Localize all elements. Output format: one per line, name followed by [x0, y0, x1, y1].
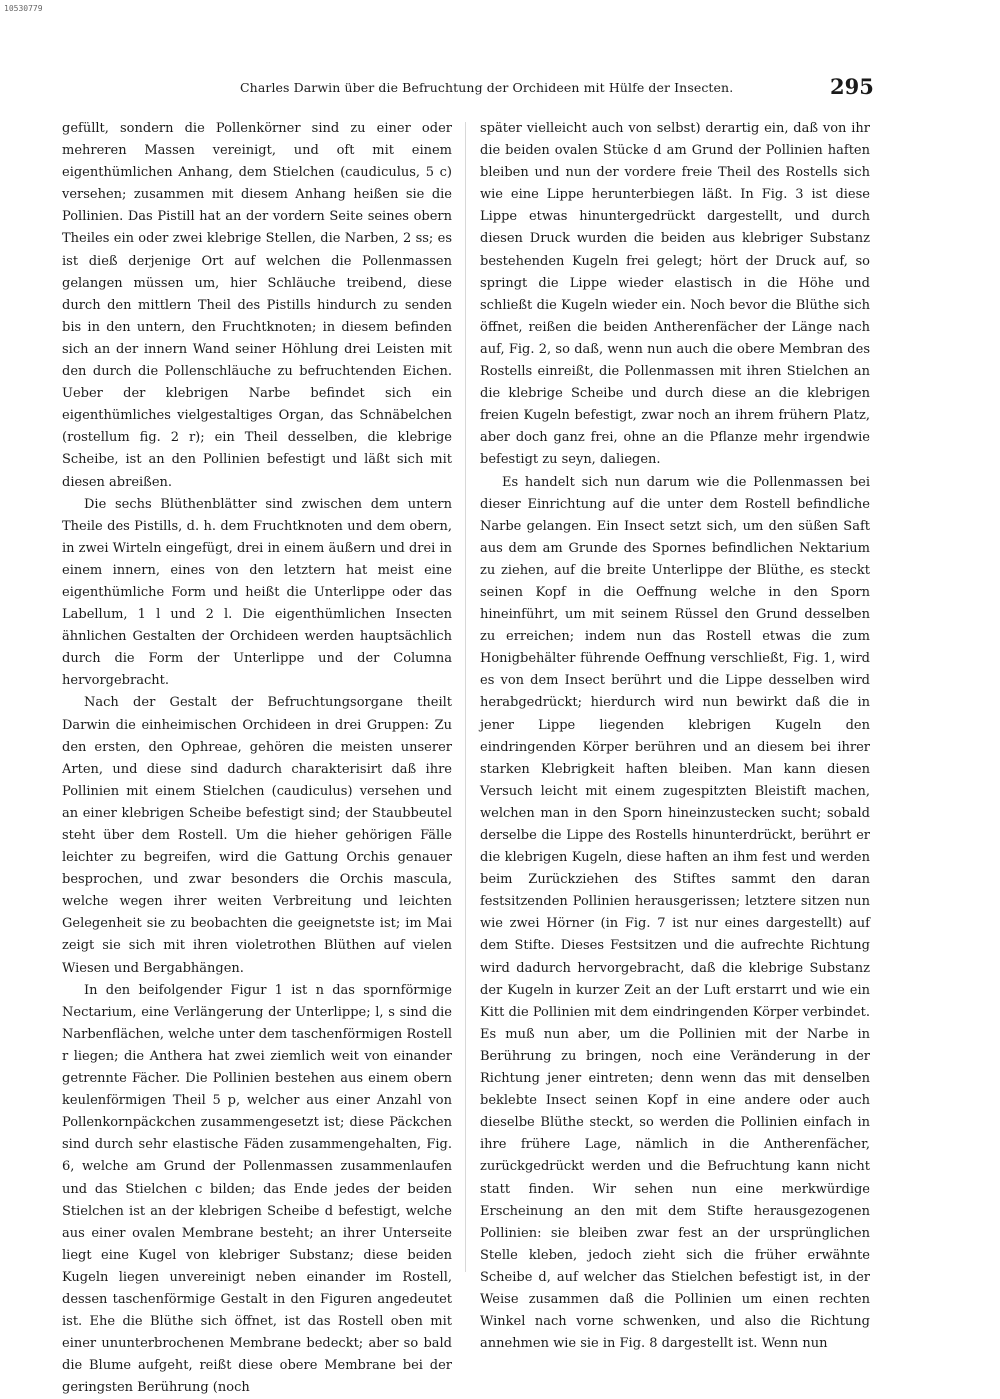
running-head: Charles Darwin über die Befruchtung der Orchideen mit Hülfe der Insecten.: [240, 80, 734, 95]
right-column: [480, 118, 870, 1355]
left-column: [62, 118, 452, 1399]
paragraph: In den beifolgender Figur 1 ist n das spornförmige Nectarium, eine Verlängerung der Unterlippe; l, s sind die Narbenflächen, welche unter dem taschenförmigen Rostell r liegen; die Anthera hat zwei ziemlich weit von einander getrennte Fächer. Die Pollinien bestehen aus einem obern keulenförmigen Theil 5 p, welcher aus einer Anzahl von Pollenkornpäckchen zusammengesetzt ist; diese Päckchen sind durch sehr elastische Fäden zusammengehalten, Fig. 6, welche am Grund der Pollenmassen zusammenlaufen und das Stielchen c bilden; das Ende jedes der beiden Stielchen ist an der klebrigen Scheibe d befestigt, welche aus einer ovalen Membrane besteht; an ihrer Unterseite liegt eine Kugel von klebriger Substanz; diese beiden Kugeln liegen unvereinigt neben einander im Rostell, dessen taschenförmige Gestalt in den Figuren angedeutet ist. Ehe die Blüthe sich öffnet, ist das Rostell oben mit einer ununterbrochenen Membrane bedeckt; aber so bald die Blume aufgeht, reißt diese obere Membrane bei der geringsten Berührung (noch: [62, 982, 452, 1396]
paragraph: gefüllt, sondern die Pollenkörner sind zu einer oder mehreren Massen vereinigt, und oft mit einem eigenthümlichen Anhang, dem Stielchen (caudiculus, 5 c) versehen; zusammen mit diesem Anhang heißen sie die Pollinien. Das Pistill hat an der vordern Seite seines obern Theiles ein oder zwei klebrige Stellen, die Narben, 2 ss; es ist dieß derjenige Ort auf welchen die Pollenmassen gelangen müssen um, hier Schläuche treibend, diese durch den mittlern Theil des Pistills hindurch zu senden bis in den untern, den Fruchtknoten; in diesem befinden sich an der innern Wand seiner Höhlung drei Leisten mit den durch die Pollenschläuche zu befruchtenden Eichen. Ueber der klebrigen Narbe befindet sich ein eigenthümliches vielgestaltiges Organ, das Schnäbelchen (rostellum fig. 2 r); ein Theil desselben, die klebrige Scheibe, ist an den Pollinien befestigt und läßt sich mit diesen abreißen.: [62, 121, 452, 490]
paragraph: später vielleicht auch von selbst) derartig ein, daß von ihr die beiden ovalen Stücke d am Grund der Pollinien haften bleiben und nun der vordere freie Theil des Rostells sich wie eine Lippe herunterbiegen läßt. In Fig. 3 ist diese Lippe etwas hinuntergedrückt dargestellt, und durch diesen Druck wurden die beiden aus klebriger Substanz bestehenden Kugeln frei gelegt; hört der Druck auf, so springt die Lippe wieder elastisch in die Höhe und schließt die Kugeln wieder ein. Noch bevor die Blüthe sich öffnet, reißen die beiden Antherenfächer der Länge nach auf, Fig. 2, so daß, wenn nun auch die obere Membran des Rostells einreißt, die Pollenmassen mit ihren Stielchen an die klebrige Scheibe und durch diese an die klebrigen freien Kugeln befestigt, zwar noch an ihrem frühern Platz, aber doch ganz frei, ohne an die Pflanze mehr irgendwie befestigt zu seyn, daliegen.: [480, 121, 870, 468]
paragraph: Die sechs Blüthenblätter sind zwischen dem untern Theile des Pistills, d. h. dem Fruchtknoten und dem obern, in zwei Wirteln eingefügt, drei in einem äußern und drei in einem innern, eines von den letztern hat meist eine eigenthümliche Form und heißt die Unterlippe oder das Labellum, 1 l und 2 l. Die eigenthümlichen Insecten ähnlichen Gestalten der Orchideen werden hauptsächlich durch die Form der Unterlippe und der Columna hervorgebracht.: [62, 496, 452, 689]
column-divider: [465, 122, 466, 1272]
page-number: 295: [830, 74, 874, 99]
page-id-stamp: 10530779: [4, 4, 43, 13]
paragraph: Nach der Gestalt der Befruchtungsorgane theilt Darwin die einheimischen Orchideen in drei Gruppen: Zu den ersten, den Ophreae, gehören die meisten unserer Arten, und diese sind dadurch charakterisirt daß ihre Pollinien mit einem Stielchen (caudiculus) versehen und an einer klebrigen Scheibe befestigt sind; der Staubbeutel steht über dem Rostell. Um die hieher gehörigen Fälle leichter zu begreifen, wird die Gattung Orchis genauer besprochen, und zwar besonders die Orchis mascula, welche wegen ihrer weiten Verbreitung und leichten Gelegenheit sie zu beobachten die geeignetste ist; im Mai zeigt sie sich mit ihren violetrothen Blüthen auf vielen Wiesen und Bergabhängen.: [62, 695, 452, 976]
paragraph: Es handelt sich nun darum wie die Pollenmassen bei dieser Einrichtung auf die unter dem Rostell befindliche Narbe gelangen. Ein Insect setzt sich, um den süßen Saft aus dem am Grunde des Spornes befindlichen Nektarium zu ziehen, auf die breite Unterlippe der Blüthe, es steckt seinen Kopf in die Oeffnung welche in den Sporn hineinführt, um mit seinem Rüssel den Grund desselben zu erreichen; indem nun das Rostell etwas die zum Honigbehälter führende Oeffnung verschließt, Fig. 1, wird es von dem Insect berührt und die Lippe desselben wird herabgedrückt; hierdurch wird nun bewirkt daß die in jener Lippe liegenden klebrigen Kugeln den eindringenden Körper berühren und an diesem bei ihrer starken Klebrigkeit haften bleiben. Man kann diesen Versuch leicht mit einem zugespitzten Bleistift machen, welchen man in den Sporn hineinzustecken sucht; sobald derselbe die Lippe des Rostells hinunterdrückt, berührt er die klebrigen Kugeln, diese haften an ihm fest und werden beim Zurückziehen des Stiftes sammt den daran festsitzenden Pollinien herausgerissen; letztere sitzen nun wie zwei Hörner (in Fig. 7 ist nur eines dargestellt) auf dem Stifte. Dieses Festsitzen und die aufrechte Richtung wird dadurch hervorgebracht, daß die klebrige Substanz der Kugeln in kurzer Zeit an der Luft erstarrt und wie ein Kitt die Pollinien mit dem eindringenden Körper verbindet. Es muß nun aber, um die Pollinien mit der Narbe in Berührung zu bringen, noch eine Veränderung in der Richtung jener eintreten; denn wenn das mit denselben beklebte Insect seinen Kopf in eine andere oder auch dieselbe Blüthe steckt, so werden die Pollinien einfach in ihre frühere Lage, nämlich in die Antherenfächer, zurückgedrückt werden und die Befruchtung kann nicht statt finden. Wir sehen nun eine merkwürdige Erscheinung an den mit dem Stifte herausgezogenen Pollinien: sie bleiben zwar fest an der ursprünglichen Stelle kleben, jedoch zieht sich die früher erwähnte Scheibe d, auf welcher das Stielchen befestigt ist, in der Weise zusammen daß die Pollinien um einen rechten Winkel nach vorne schwenken, und also die Richtung annehmen wie sie in Fig. 8 dargestellt ist. Wenn nun: [480, 474, 870, 1352]
